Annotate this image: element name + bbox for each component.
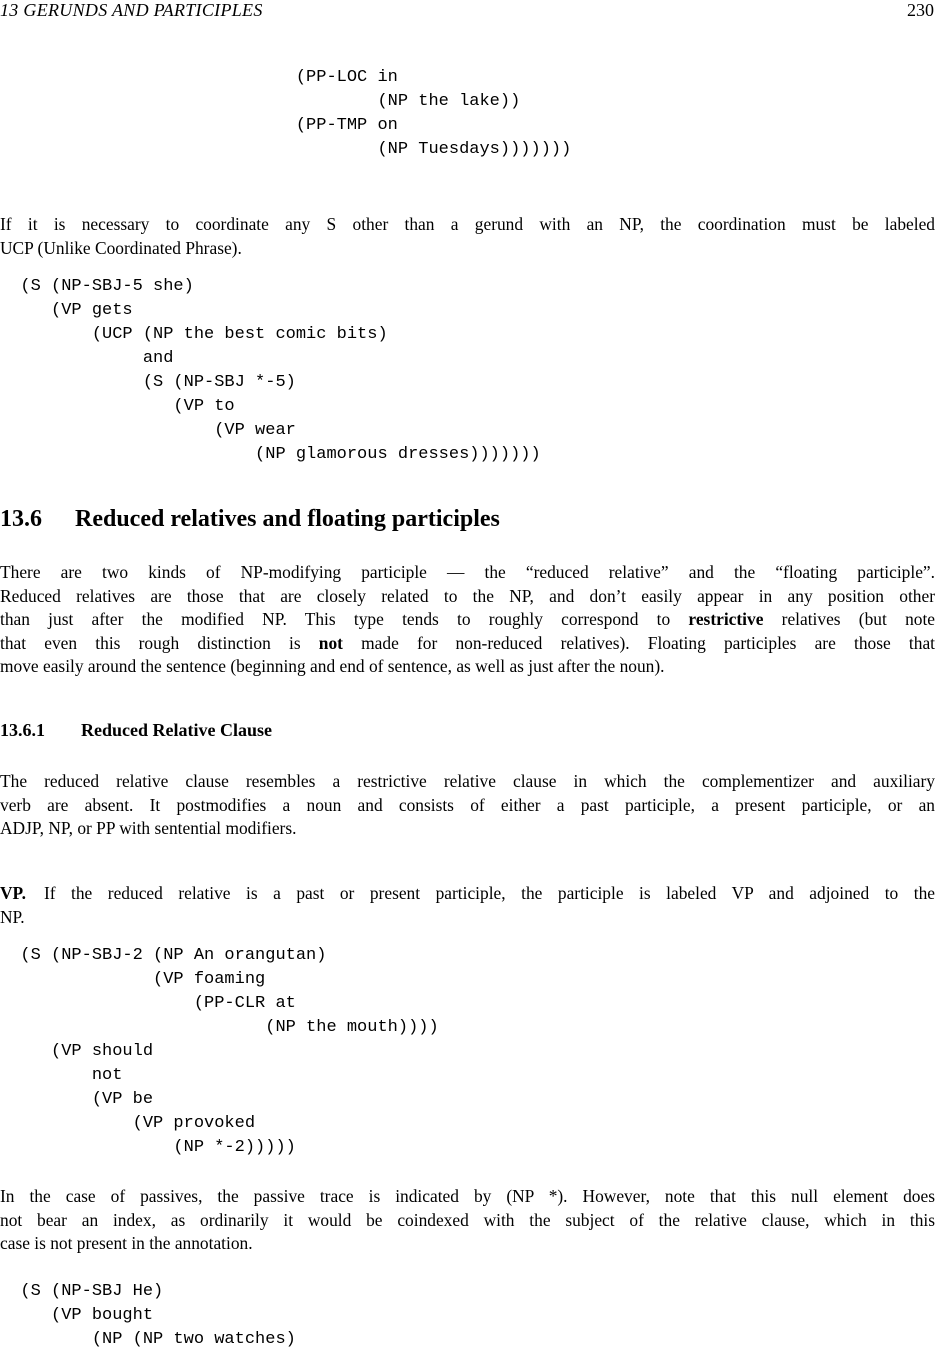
code-line: (S (NP-SBJ *-5)	[0, 373, 296, 392]
text-line: There are two kinds of NP-modifying participle — the “reduced relative” and the “floating participle”.	[0, 562, 935, 582]
chapter-title: 13 GERUNDS AND PARTICIPLES	[0, 0, 263, 20]
text-line	[0, 632, 935, 656]
code-line: (VP bought	[0, 1306, 154, 1325]
text-line: In the case of passives, the passive trace is indicated by (NP *). However, note that this null element does	[0, 1186, 935, 1206]
text-line: ADJP, NP, or PP with sentential modifiers.	[0, 818, 297, 838]
text-line: The reduced relative clause resembles a restrictive relative clause in which the complementizer and auxiliary	[0, 771, 935, 791]
subsection-heading	[0, 720, 272, 741]
code-line: (S (NP-SBJ-2 (NP An orangutan)	[0, 946, 327, 965]
text-run: If the reduced relative is a past or present participle, the participle is labeled VP and adjoined to the	[43, 883, 935, 903]
paragraph-passive	[0, 1185, 935, 1256]
code-line: (VP should	[0, 1042, 154, 1061]
text-line: not bear an index, as ordinarily it would be coindexed with the subject of the relative clause, which in this	[0, 1209, 935, 1230]
paragraph-intro	[0, 561, 935, 679]
code-line: (PP-CLR at	[0, 994, 296, 1013]
paragraph-lead-vp: VP.	[0, 883, 26, 903]
text-line	[0, 608, 935, 632]
subsection-title: Reduced Relative Clause	[81, 720, 272, 740]
text-line: case is not present in the annotation.	[0, 1233, 253, 1253]
text-line: NP.	[0, 906, 25, 927]
text-run: than just after the modified NP. This type tends to roughly correspond to	[0, 609, 689, 629]
text-line: UCP (Unlike Coordinated Phrase).	[0, 237, 242, 258]
section-heading	[0, 506, 500, 533]
paragraph-ucp	[0, 213, 935, 260]
code-line: not	[0, 1066, 123, 1085]
text-line: If it is necessary to coordinate any S other than a gerund with an NP, the coordination must be labeled	[0, 214, 935, 234]
code-line: (UCP (NP the best comic bits)	[0, 325, 388, 344]
text-run: made for non-reduced relatives). Floating participles are those that	[342, 632, 935, 653]
code-line: (NP the mouth))))	[0, 1018, 439, 1037]
code-line: (PP-LOC in	[0, 68, 398, 87]
code-line: (VP to	[0, 397, 235, 416]
page-header	[0, 0, 935, 24]
text-line	[0, 882, 935, 906]
bold-term-restrictive: restrictive	[688, 609, 764, 629]
paragraph-reduced-relative	[0, 770, 935, 841]
paragraph-vp	[0, 882, 935, 929]
subsection-number: 13.6.1	[0, 720, 45, 740]
code-line: (NP glamorous dresses)))))))	[0, 445, 541, 464]
code-line: (VP gets	[0, 301, 133, 320]
code-line: (NP *-2)))))	[0, 1138, 296, 1157]
code-line: (S (NP-SBJ-5 she)	[0, 277, 194, 296]
code-line: (NP (NP two watches)	[0, 1330, 296, 1349]
code-block-bought	[0, 1280, 296, 1352]
text-run: that even this rough distinction is	[0, 632, 319, 653]
code-line: (NP Tuesdays)))))))	[0, 140, 572, 159]
text-run: relatives (but note	[763, 609, 935, 629]
text-line: verb are absent. It postmodifies a noun and consists of either a past participle, a present participle, or an	[0, 794, 935, 815]
code-line: and	[0, 349, 174, 368]
code-line: (S (NP-SBJ He)	[0, 1282, 164, 1301]
code-line: (VP provoked	[0, 1114, 256, 1133]
code-block-ucp	[0, 275, 541, 467]
code-block-pp	[0, 66, 571, 162]
section-title: Reduced relatives and floating participles	[75, 506, 500, 532]
code-line: (PP-TMP on	[0, 116, 398, 135]
code-line: (VP foaming	[0, 970, 266, 989]
code-line: (VP wear	[0, 421, 296, 440]
text-line: Reduced relatives are those that are closely related to the NP, and don’t easily appear in any position other	[0, 585, 935, 606]
section-number: 13.6	[0, 506, 42, 532]
page-number: 230	[907, 0, 934, 20]
code-block-orangutan	[0, 944, 439, 1160]
bold-term-not: not	[318, 632, 343, 653]
text-line: move easily around the sentence (beginning and end of sentence, as well as just after the noun).	[0, 656, 665, 676]
code-line: (VP be	[0, 1090, 154, 1109]
code-line: (NP the lake))	[0, 92, 521, 111]
